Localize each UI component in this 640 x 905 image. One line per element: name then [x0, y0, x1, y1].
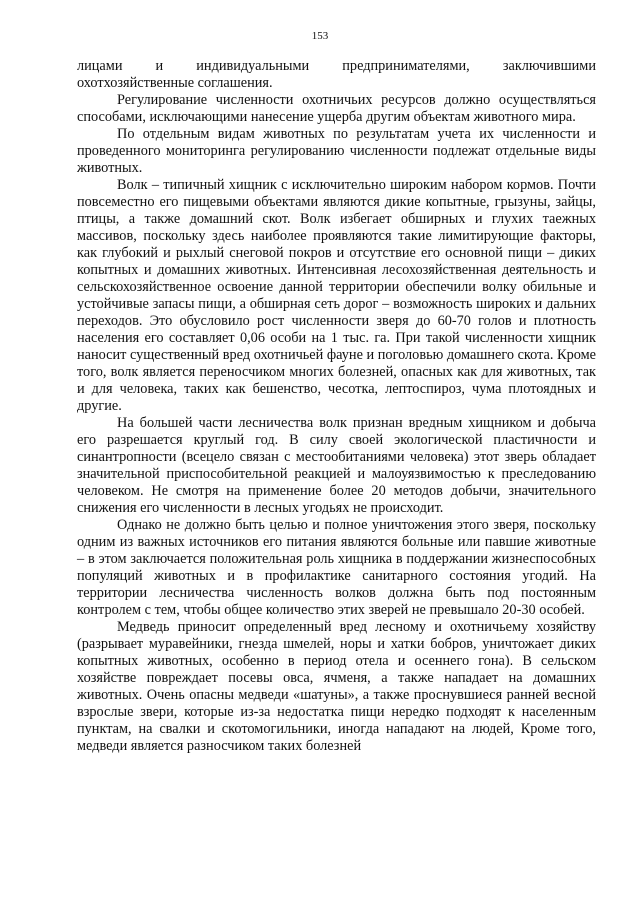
paragraph-continuation: лицами и индивидуальными предпринимателями, заключившими охотхозяйственные соглашения. [77, 58, 596, 91]
text-body [77, 58, 596, 755]
paragraph-regulation-methods: Регулирование численности охотничьих ресурсов должно осуществляться способами, исключающими нанесение ущерба другим объектам животного мира. [77, 92, 596, 125]
paragraph-bear-damage: Медведь приносит определенный вред лесному и охотничьему хозяйству (разрывает муравейники, гнезда шмелей, норы и хатки бобров, уничтожает диких копытных животных, особенно в период отела и осеннего гона). В сельском хозяйстве повреждает посевы овса, ячменя, а также нападает на домашних животных. Очень опасны медведи «шатуны», а также проснувшиеся ранней весной взрослые звери, которые из-за недостатка пищи нередко подходят к населенным пунктам, на свалки и скотомогильники, иногда нападают на людей, Кроме того, медведи является разносчиком таких болезней [77, 619, 596, 754]
paragraph-species-regulation: По отдельным видам животных по результатам учета их численности и проведенного мониторинга регулированию численности подлежат отдельные виды животных. [77, 126, 596, 176]
paragraph-wolf-harmful: На большей части лесничества волк признан вредным хищником и добыча его разрешается круглый год. В силу своей экологической пластичности и синантропности (всецело связан с местообитаниями человека) этот зверь обладает значительной приспособительной реакцией и малоуязвимостью к преследованию человеком. Не смотря на применение более 20 методов добычи, значительного снижения его численности в лесных угодьях не происходит. [77, 415, 596, 516]
page-number: 153 [311, 30, 329, 42]
paragraph-wolf-description: Волк – типичный хищник с исключительно широким набором кормов. Почти повсеместно его пищевыми объектами являются дикие копытные, грызуны, зайцы, птицы, а также домашний скот. Волк избегает обширных и глухих таежных массивов, поскольку здесь наиболее проявляются такие лимитирующие факторы, как глубокий и рыхлый снеговой покров и отсутствие его основной пищи – диких копытных и домашних животных. Интенсивная лесохозяйственная деятельность и сельскохозяйственное освоение данной территории обеспечили волку обильные и устойчивые запасы пищи, а обширная сеть дорог – возможность широких и дальних переходов. Это обусловило рост численности зверя до 60-70 голов и плотность населения его составляет 0,06 особи на 1 тыс. га. При такой численности хищник наносит существенный вред охотничьей фауне и поголовью домашнего скота. Кроме того, волк является переносчиком многих болезней, опасных как для животных, так и для человека, таких как бешенство, чесотка, лептоспироз, чума плотоядных и другие. [77, 177, 596, 414]
paragraph-wolf-control: Однако не должно быть целью и полное уничтожения этого зверя, поскольку одним из важных источников его питания являются больные или павшие животные – в этом заключается положительная роль хищника в поддержании жизнеспособных популяций животных и в профилактике санитарного состояния угодий. На территории лесничества численность волков должна быть под постоянным контролем с тем, чтобы общее количество этих зверей не превышало 20-30 особей. [77, 517, 596, 618]
